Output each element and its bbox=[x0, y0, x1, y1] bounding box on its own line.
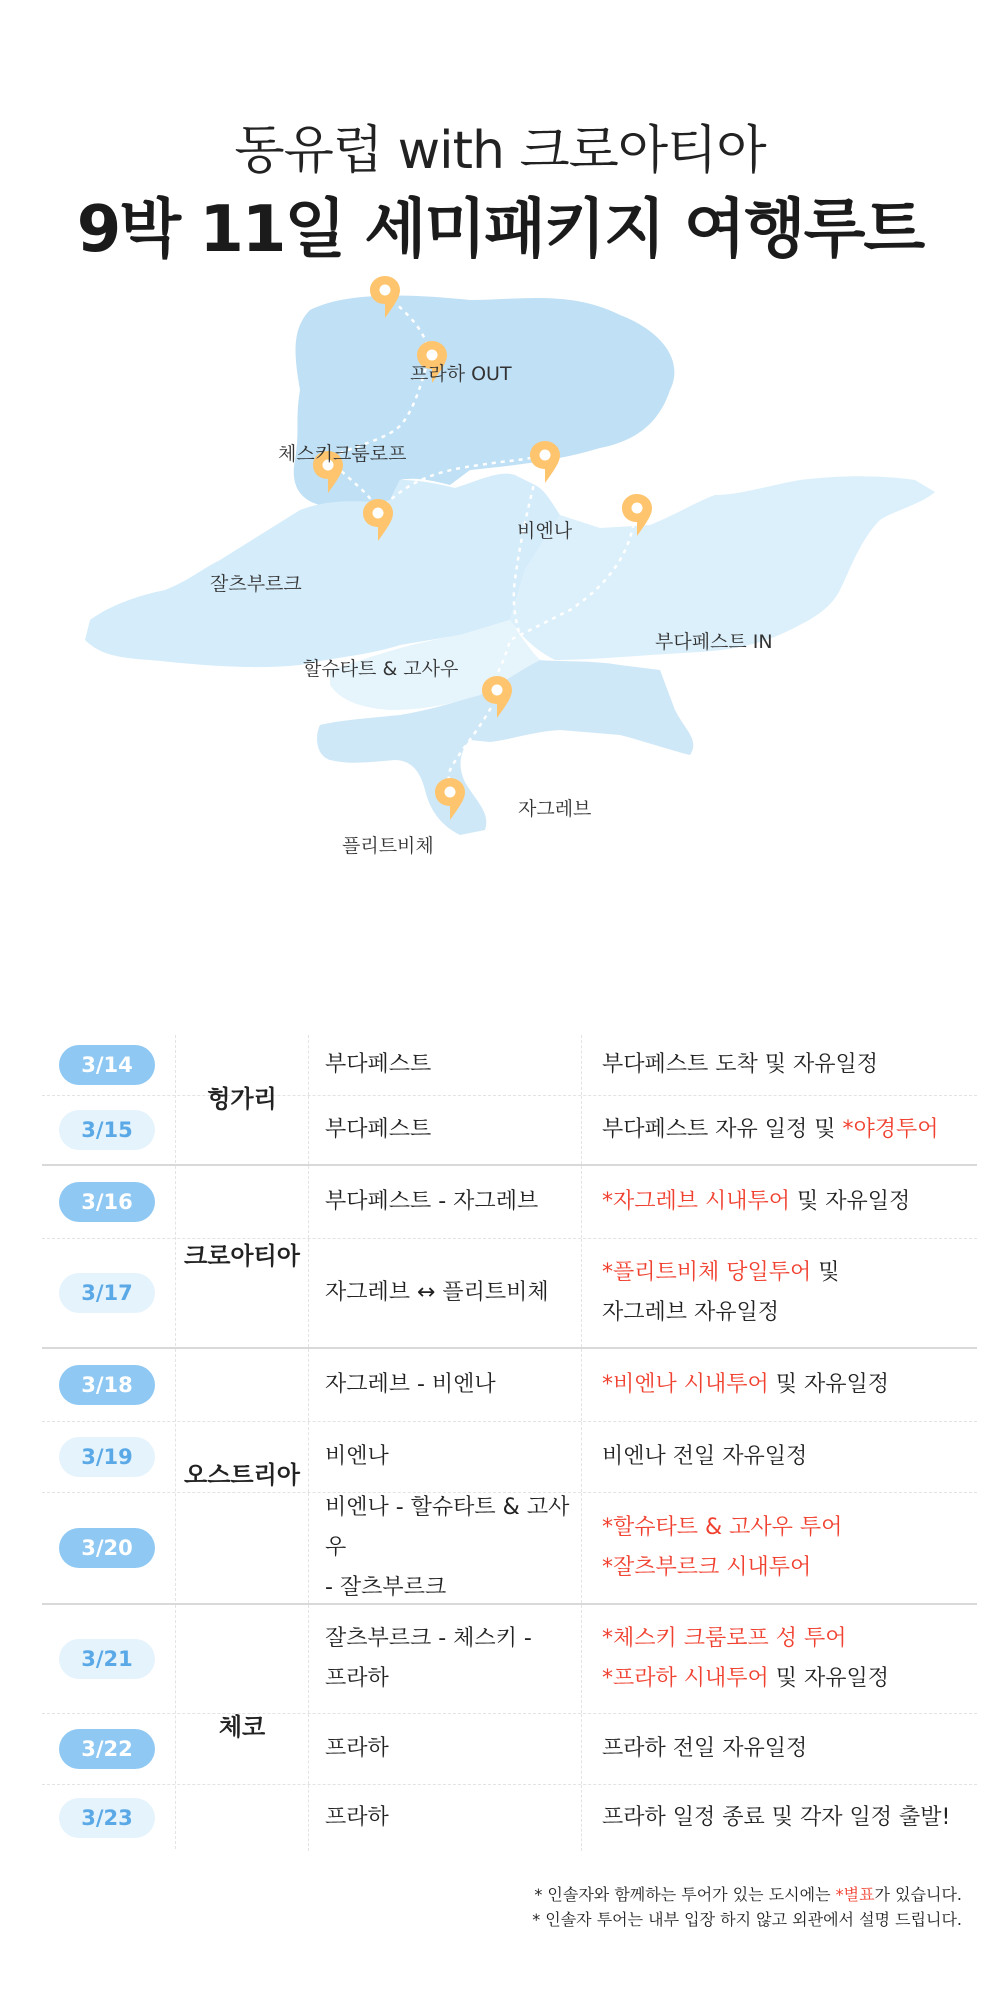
city-cell: 잘츠부르크 - 체스키 - 프라하 bbox=[308, 1605, 581, 1713]
city-cell: 비엔나 - 할슈타트 & 고사우 - 잘츠부르크 bbox=[308, 1493, 581, 1603]
tour-highlight: *할슈타트 & 고사우 투어 bbox=[602, 1515, 843, 1540]
plan-text: 및 자유일정 bbox=[768, 1372, 890, 1397]
date-badge: 3/17 bbox=[59, 1273, 155, 1313]
country-group bbox=[42, 1605, 977, 1851]
footnote-1: * 인솔자와 함께하는 투어가 있는 도시에는 *별표가 있습니다. bbox=[534, 1885, 962, 1904]
city-cell: 자그레브 - 비엔나 bbox=[308, 1349, 581, 1421]
country-group bbox=[42, 1035, 977, 1166]
date-badge: 3/15 bbox=[59, 1110, 155, 1150]
city-cell: 프라하 bbox=[308, 1714, 581, 1784]
map-label-hallstatt: 할슈타트 & 고사우 bbox=[303, 658, 459, 680]
city-cell: 프라하 bbox=[308, 1785, 581, 1851]
plan-cell bbox=[581, 1422, 977, 1492]
city-cell: 부다페스트 bbox=[308, 1035, 581, 1095]
map-label-plitvice: 플리트비체 bbox=[342, 835, 434, 857]
tour-highlight: *프라하 시내투어 bbox=[602, 1666, 769, 1691]
country-label: 오스트리아 bbox=[175, 1349, 308, 1601]
date-badge: 3/23 bbox=[59, 1798, 155, 1838]
tour-highlight: *자그레브 시내투어 bbox=[602, 1189, 791, 1214]
plan-cell bbox=[581, 1349, 977, 1421]
date-badge: 3/21 bbox=[59, 1639, 155, 1679]
map-label-praha: 프라하 OUT bbox=[410, 363, 512, 385]
tour-highlight: *잘츠부르크 시내투어 bbox=[602, 1555, 812, 1580]
city-cell: 자그레브 ↔ 플리트비체 bbox=[308, 1239, 581, 1347]
city-cell: 부다페스트 bbox=[308, 1096, 581, 1164]
date-badge: 3/16 bbox=[59, 1182, 155, 1222]
plan-text: 프라하 전일 자유일정 bbox=[602, 1736, 808, 1761]
footnote-2: * 인솔자 투어는 내부 입장 하지 않고 외관에서 설명 드립니다. bbox=[532, 1910, 962, 1929]
plan-text: 프라하 일정 종료 및 각자 일정 출발! bbox=[602, 1805, 951, 1830]
tour-highlight: *체스키 크룸로프 성 투어 bbox=[602, 1626, 847, 1651]
map-label-vienna: 비엔나 bbox=[517, 520, 573, 542]
map-label-zagreb: 자그레브 bbox=[518, 798, 592, 820]
date-badge: 3/19 bbox=[59, 1437, 155, 1477]
tour-highlight: *야경투어 bbox=[842, 1117, 939, 1142]
plan-text: 및 자유일정 bbox=[768, 1666, 890, 1691]
plan-text: 자그레브 자유일정 bbox=[602, 1300, 780, 1325]
city-cell: 비엔나 bbox=[308, 1422, 581, 1492]
plan-text: 및 bbox=[811, 1260, 840, 1285]
date-badge: 3/14 bbox=[59, 1045, 155, 1085]
page-title-line2: 9박 11일 세미패키지 여행루트 bbox=[76, 193, 924, 267]
map-label-budapest: 부다페스트 IN bbox=[655, 631, 773, 653]
itinerary-table bbox=[42, 1035, 977, 1851]
date-badge: 3/20 bbox=[59, 1528, 155, 1568]
country-group bbox=[42, 1349, 977, 1605]
plan-text: 부다페스트 도착 및 자유일정 bbox=[602, 1052, 879, 1077]
pin-vienna bbox=[530, 441, 560, 483]
map-region-czech bbox=[294, 296, 675, 510]
map-label-cesky: 체스키크룸로프 bbox=[278, 443, 407, 465]
date-badge: 3/22 bbox=[59, 1729, 155, 1769]
page-title-line1: 동유럽 with 크로아티아 bbox=[234, 121, 766, 181]
plan-cell bbox=[581, 1096, 977, 1164]
country-label: 크로아티아 bbox=[175, 1166, 308, 1346]
plan-cell bbox=[581, 1166, 977, 1238]
plan-text: 부다페스트 자유 일정 및 bbox=[602, 1117, 843, 1142]
country-group bbox=[42, 1166, 977, 1349]
plan-text: 비엔나 전일 자유일정 bbox=[602, 1444, 808, 1469]
plan-cell bbox=[581, 1605, 977, 1713]
plan-cell bbox=[581, 1493, 977, 1603]
country-label: 헝가리 bbox=[175, 1035, 308, 1163]
route-map bbox=[0, 270, 1000, 930]
plan-text: 및 자유일정 bbox=[790, 1189, 911, 1214]
country-label: 체코 bbox=[175, 1605, 308, 1849]
plan-cell bbox=[581, 1035, 977, 1095]
footnotes bbox=[532, 1882, 962, 1932]
tour-highlight: *플리트비체 당일투어 bbox=[602, 1260, 812, 1285]
map-label-salzburg: 잘츠부르크 bbox=[210, 573, 302, 595]
plan-cell bbox=[581, 1714, 977, 1784]
city-cell: 부다페스트 - 자그레브 bbox=[308, 1166, 581, 1238]
date-badge: 3/18 bbox=[59, 1365, 155, 1405]
tour-highlight: *비엔나 시내투어 bbox=[602, 1372, 769, 1397]
plan-cell bbox=[581, 1239, 977, 1347]
plan-cell bbox=[581, 1785, 977, 1851]
